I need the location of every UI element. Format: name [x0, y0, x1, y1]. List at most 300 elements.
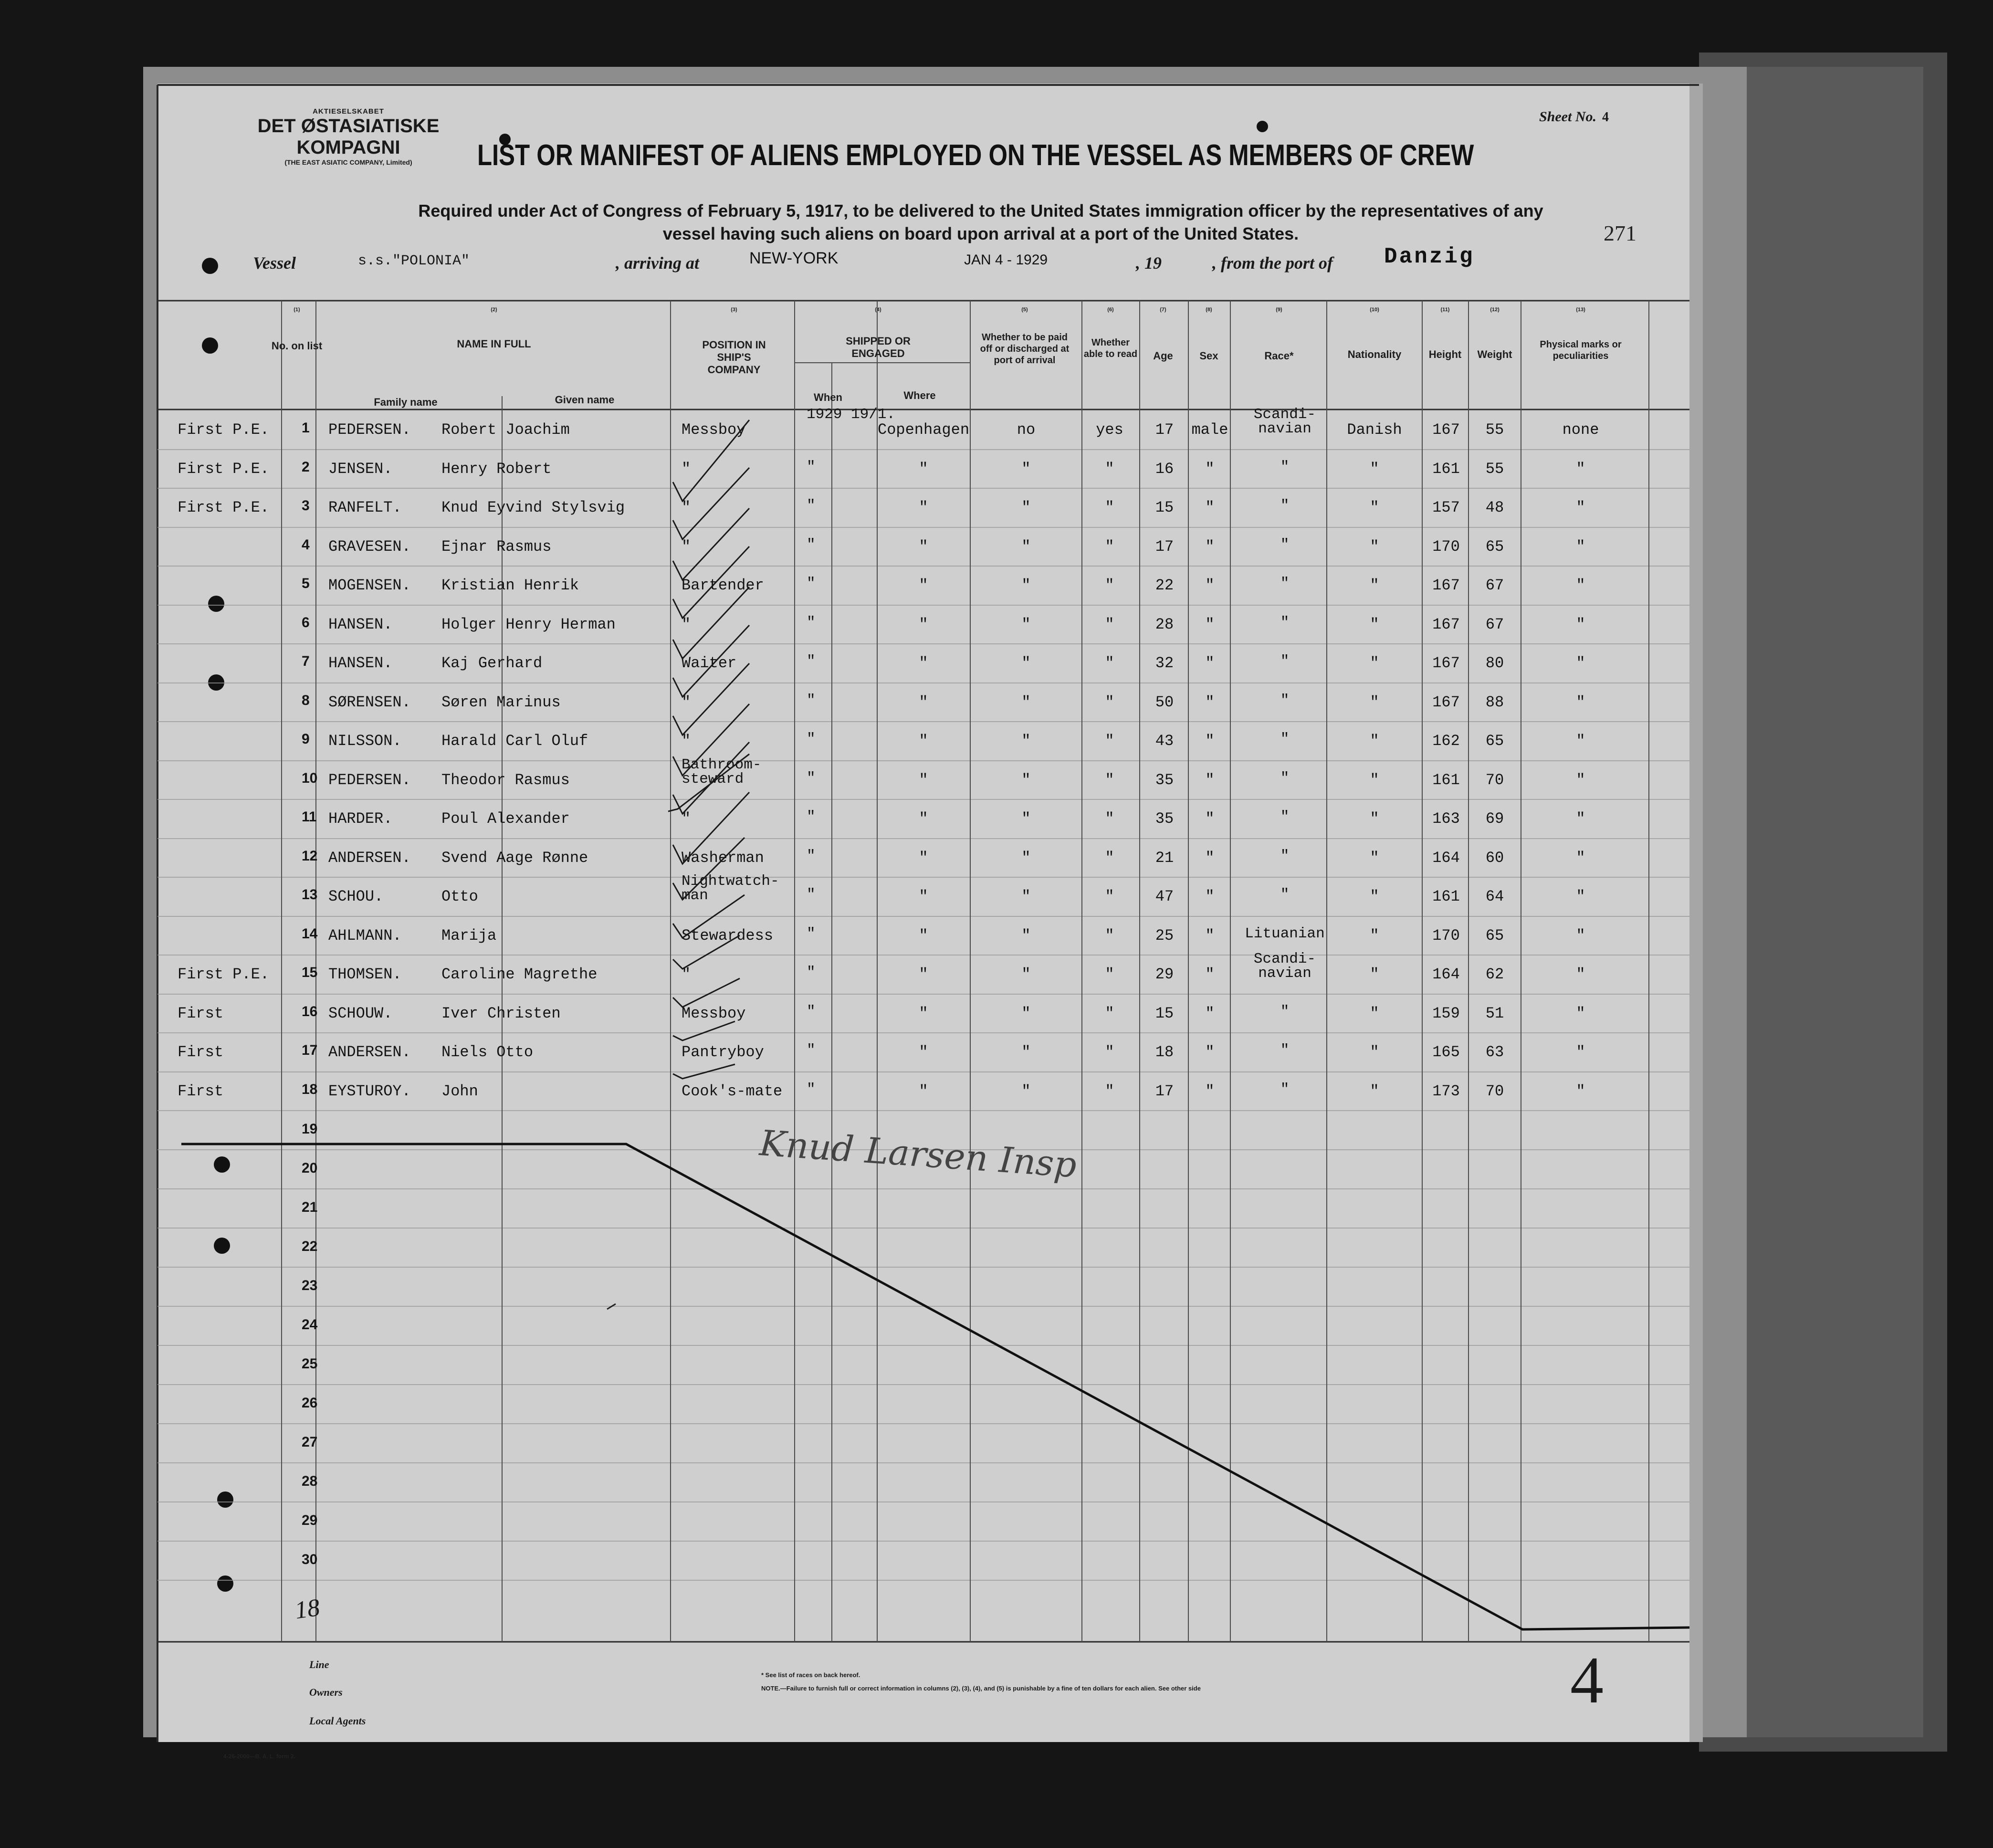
cell-read: "	[1105, 499, 1114, 516]
cell-paid: "	[1021, 1043, 1031, 1061]
cell-paid: "	[1021, 538, 1031, 556]
cell-weight: 67	[1485, 577, 1504, 594]
cell-age: 28	[1155, 616, 1174, 633]
company-name: DET ØSTASIATISKE KOMPAGNI	[257, 116, 440, 158]
crew-table: 1 First P.E. PEDERSEN. Robert Joachim Messboy 1929 19/1. Copenhagen no yes 17 male Scandi- navian Danish 167 55 none 2 First P.E. JENSEN. Henry Robert " " " " " 16 " " " 161 55 " 3 First P.E. RANFELT. Knud Eyvind Stylsvig " " " " " 15 " " " 157 48 " 4 GRAVESEN. Ejnar Rasmus " " " " " 17 " " " 170 65 " 5 MOGENSEN. Kristian Henrik Bartender " " " " 22 " " " 167 67 " 6 HANSEN. Holger Henry Herman " " " " " 28 " " " 167 67 " 7 HANSEN. Kaj Gerhard Waiter " " " " 32 " " " 167 80 " 8 SØRENSEN. Søren Marinus " " " " " 50 " " " 167 88 " 9 NILSSON. Harald Carl Oluf " " " " " 43 " " " 162 65 " 10 PEDERSEN. Theodor Rasmus Bathroom- steward " " " " 35 " " " 161 70 " 11 HARDER. Poul Alexander " " " " " 35 " " " 163 69 " 12 ANDERSEN. Svend Aage Rønne Washerman " " " " 21 " " " 164 60 " 13 SCHOU. Otto Nightwatch- man " " " " 47 " " " 161 64 " 14 AHLMANN. Marija Stewardess " " " " 25 " Lituanian " 170 65 " 15 First P.E. THOMSEN. Caroline Magrethe " " " " " 29 " Scandi- navian " 164 62 " 16 First SCHOUW. Iver Christen Messboy " " " " 15 " " " 159 51 " 17 First ANDERSEN. Niels Otto Pantryboy " " " " 18 " " " 165 63 " 18 First EYSTUROY. John Cook's-mate " " " " 17 " " " 173 70 " 19 20 21 22 23 24 25 26 27 28 29 30	[178, 406, 1599, 1567]
cell-marks: "	[1576, 849, 1585, 867]
cell-sex: "	[1205, 966, 1215, 983]
cell-paid: no	[1017, 421, 1036, 439]
cell-height: 161	[1432, 771, 1460, 789]
cell-given: Otto	[441, 888, 478, 905]
cell-height: 170	[1432, 927, 1460, 945]
cell-paid: "	[1021, 810, 1031, 828]
header-family-name: Family name	[374, 396, 438, 408]
cell-race: Scandi- navian	[1253, 951, 1316, 982]
cell-given: Ejnar Rasmus	[441, 538, 552, 556]
cell-given: Robert Joachim	[441, 421, 570, 439]
arrival-date: JAN 4 - 1929	[964, 252, 1048, 268]
cell-when: "	[807, 731, 816, 747]
cell-height: 167	[1432, 693, 1460, 711]
cell-when: "	[807, 1003, 816, 1020]
cell-marks: "	[1576, 538, 1585, 556]
cell-given: Caroline Magrethe	[441, 966, 598, 983]
cell-age: 35	[1155, 771, 1174, 789]
cell-sex: "	[1205, 654, 1215, 672]
cell-position: Messboy	[682, 1005, 746, 1022]
cell-paid: "	[1021, 460, 1031, 478]
cell-position: Stewardess	[682, 927, 774, 945]
cell-marks: "	[1576, 1043, 1585, 1061]
header-nationality: Nationality	[1347, 348, 1402, 360]
cell-position: "	[682, 616, 691, 633]
cell-sex: "	[1205, 849, 1215, 867]
header-race: Race*	[1264, 350, 1294, 362]
signature: Knud Larsen Insp	[758, 1123, 1078, 1186]
cell-height: 164	[1432, 849, 1460, 867]
cell-note: First P.E.	[178, 499, 270, 516]
cell-nationality: "	[1370, 693, 1379, 711]
cell-paid: "	[1021, 499, 1031, 516]
cell-nationality: "	[1370, 460, 1379, 478]
cell-marks: "	[1576, 499, 1585, 516]
header-physical-marks: Physical marks or peculiarities	[1540, 339, 1622, 361]
footer-line-label: Line	[309, 1659, 329, 1670]
column-number: (11)	[1440, 307, 1450, 313]
cell-weight: 69	[1485, 810, 1504, 828]
column-number: (6)	[1107, 307, 1114, 313]
cell-race: "	[1280, 1003, 1290, 1020]
cell-marks: "	[1576, 927, 1585, 945]
cell-position: "	[682, 693, 691, 711]
header-no-on-list: No. on list	[271, 340, 323, 352]
cell-nationality: "	[1370, 1082, 1379, 1100]
cell-race: "	[1280, 1081, 1290, 1098]
cell-given: Poul Alexander	[441, 810, 570, 828]
cell-height: 170	[1432, 538, 1460, 556]
cell-weight: 63	[1485, 1043, 1504, 1061]
cell-age: 17	[1155, 538, 1174, 556]
cell-paid: "	[1021, 849, 1031, 867]
cell-marks: none	[1562, 421, 1599, 439]
cell-where: "	[919, 1082, 928, 1100]
cell-when: "	[807, 692, 816, 709]
column-number: (9)	[1276, 307, 1282, 313]
cell-sex: "	[1205, 1082, 1215, 1100]
header-weight: Weight	[1477, 348, 1512, 360]
cell-sex: "	[1205, 577, 1215, 594]
cell-read: "	[1105, 771, 1114, 789]
cell-family: EYSTUROY.	[328, 1082, 411, 1100]
column-number: (8)	[1206, 307, 1212, 313]
cell-height: 165	[1432, 1043, 1460, 1061]
cell-read: "	[1105, 460, 1114, 478]
cell-nationality: "	[1370, 888, 1379, 905]
cell-where: "	[919, 693, 928, 711]
footnote-penalty: NOTE.—Failure to furnish full or correct information in columns (2), (3), (4), and (5) is punishable by a fine of ten dollars for each alien. See other side	[761, 1685, 1201, 1692]
cell-family: RANFELT.	[328, 499, 402, 516]
cell-when: "	[807, 1042, 816, 1059]
header-height: Height	[1428, 348, 1462, 360]
cell-note: First	[178, 1082, 224, 1100]
from-port: Danzig	[1384, 244, 1475, 269]
cell-weight: 55	[1485, 460, 1504, 478]
cell-paid: "	[1021, 732, 1031, 750]
cell-nationality: "	[1370, 616, 1379, 633]
cell-where: "	[919, 849, 928, 867]
footer-agents-label: Local Agents	[309, 1715, 366, 1727]
cell-height: 161	[1432, 460, 1460, 478]
arrival-port: NEW-YORK	[749, 249, 839, 267]
header-age: Age	[1153, 350, 1173, 362]
cell-height: 167	[1432, 616, 1460, 633]
cell-marks: "	[1576, 966, 1585, 983]
cell-age: 18	[1155, 1043, 1174, 1061]
cell-nationality: "	[1370, 577, 1379, 594]
cell-given: Knud Eyvind Stylsvig	[441, 499, 625, 516]
cell-family: SCHOU.	[328, 888, 384, 905]
cell-sex: male	[1191, 421, 1228, 439]
cell-position: "	[682, 499, 691, 516]
cell-nationality: "	[1370, 1005, 1379, 1022]
cell-given: Iver Christen	[441, 1005, 561, 1022]
cell-read: "	[1105, 927, 1114, 945]
cell-read: "	[1105, 732, 1114, 750]
cell-nationality: "	[1370, 927, 1379, 945]
header-where: Where	[903, 389, 936, 401]
cell-where: "	[919, 654, 928, 672]
vessel-name: s.s."POLONIA"	[358, 253, 470, 269]
cell-nationality: "	[1370, 966, 1379, 983]
cell-age: 17	[1155, 421, 1174, 439]
cell-position: "	[682, 538, 691, 556]
cell-sex: "	[1205, 1043, 1215, 1061]
cell-nationality: Danish	[1347, 421, 1402, 439]
check-marks	[668, 420, 749, 1079]
cell-age: 50	[1155, 693, 1174, 711]
cell-sex: "	[1205, 616, 1215, 633]
cell-nationality: "	[1370, 771, 1379, 789]
cell-where: "	[919, 927, 928, 945]
cell-when: "	[807, 964, 816, 981]
cell-age: 16	[1155, 460, 1174, 478]
cell-height: 167	[1432, 577, 1460, 594]
cell-position: "	[682, 810, 691, 828]
cell-height: 164	[1432, 966, 1460, 983]
cell-sex: "	[1205, 927, 1215, 945]
cell-when: "	[807, 497, 816, 514]
cell-sex: "	[1205, 538, 1215, 556]
page-title: LIST OR MANIFEST OF ALIENS EMPLOYED ON THE VESSEL AS MEMBERS OF CREW	[477, 139, 1474, 172]
cell-sex: "	[1205, 460, 1215, 478]
cell-where: "	[919, 966, 928, 983]
cell-read: "	[1105, 1082, 1114, 1100]
cell-weight: 70	[1485, 771, 1504, 789]
column-number: (3)	[731, 307, 737, 313]
cell-family: JENSEN.	[328, 460, 393, 478]
cell-where: "	[919, 888, 928, 905]
cell-weight: 62	[1485, 966, 1504, 983]
cell-position: Washerman	[682, 849, 764, 867]
cell-when: "	[807, 925, 816, 942]
cell-family: THOMSEN.	[328, 966, 402, 983]
cell-height: 162	[1432, 732, 1460, 750]
cell-given: John	[441, 1082, 478, 1100]
header-position: POSITION IN SHIP'S COMPANY	[702, 339, 766, 376]
handwritten-total: 18	[293, 1594, 322, 1625]
cell-where: "	[919, 1005, 928, 1022]
cell-read: "	[1105, 849, 1114, 867]
cell-paid: "	[1021, 1005, 1031, 1022]
cell-read: "	[1105, 693, 1114, 711]
column-number: (5)	[1021, 307, 1028, 313]
header-name-in-full: NAME IN FULL	[457, 338, 531, 350]
header-given-name: Given name	[555, 394, 615, 406]
column-number: (13)	[1576, 307, 1585, 313]
cell-age: 21	[1155, 849, 1174, 867]
cell-height: 157	[1432, 499, 1460, 516]
cell-race: Scandi- navian	[1253, 406, 1316, 437]
cell-given: Kristian Henrik	[441, 577, 579, 594]
cell-marks: "	[1576, 654, 1585, 672]
vessel-label: Vessel	[253, 253, 296, 273]
column-number: (2)	[491, 307, 497, 313]
cell-age: 47	[1155, 888, 1174, 905]
cell-sex: "	[1205, 693, 1215, 711]
cell-note: First P.E.	[178, 460, 270, 478]
cell-given: Svend Aage Rønne	[441, 849, 588, 867]
cell-weight: 65	[1485, 732, 1504, 750]
cell-height: 173	[1432, 1082, 1460, 1100]
cell-weight: 80	[1485, 654, 1504, 672]
cell-position: Cook's-mate	[682, 1082, 783, 1100]
sheet-value: 4	[1602, 110, 1609, 125]
cell-when: "	[807, 653, 816, 670]
cell-height: 167	[1432, 654, 1460, 672]
cell-family: PEDERSEN.	[328, 771, 411, 789]
cell-when: "	[807, 848, 816, 864]
stamp-number: 271	[1604, 221, 1636, 245]
cell-note: First	[178, 1005, 224, 1022]
cell-race: "	[1280, 653, 1290, 670]
cell-age: 29	[1155, 966, 1174, 983]
cell-paid: "	[1021, 693, 1031, 711]
cell-marks: "	[1576, 810, 1585, 828]
cell-position: Nightwatch- man	[682, 873, 779, 904]
cell-weight: 55	[1485, 421, 1504, 439]
cell-sex: "	[1205, 888, 1215, 905]
cell-race: "	[1280, 731, 1290, 747]
column-number: (4)	[875, 307, 881, 313]
cell-given: Marija	[441, 927, 497, 945]
cell-race: "	[1280, 536, 1290, 553]
cell-family: PEDERSEN.	[328, 421, 411, 439]
cell-weight: 70	[1485, 1082, 1504, 1100]
cell-weight: 88	[1485, 693, 1504, 711]
cell-when: "	[807, 575, 816, 592]
cell-race: "	[1280, 886, 1290, 903]
cell-family: ANDERSEN.	[328, 1043, 411, 1061]
cell-paid: "	[1021, 577, 1031, 594]
cell-family: HANSEN.	[328, 654, 393, 672]
cell-given: Henry Robert	[441, 460, 552, 478]
cell-position: "	[682, 732, 691, 750]
cell-age: 32	[1155, 654, 1174, 672]
cell-age: 35	[1155, 810, 1174, 828]
cell-marks: "	[1576, 1005, 1585, 1022]
header-able-read: Whether able to read	[1083, 337, 1138, 359]
cell-marks: "	[1576, 693, 1585, 711]
column-number: (1)	[294, 307, 300, 313]
cell-when: "	[807, 808, 816, 825]
cell-marks: "	[1576, 771, 1585, 789]
cell-sex: "	[1205, 771, 1215, 789]
cell-where: "	[919, 1043, 928, 1061]
cell-marks: "	[1576, 616, 1585, 633]
cell-family: HANSEN.	[328, 616, 393, 633]
cell-marks: "	[1576, 577, 1585, 594]
cell-given: Kaj Gerhard	[441, 654, 543, 672]
cell-where: "	[919, 810, 928, 828]
cell-age: 25	[1155, 927, 1174, 945]
cell-sex: "	[1205, 732, 1215, 750]
company-subtitle: (THE EAST ASIATIC COMPANY, Limited)	[284, 158, 412, 166]
cell-given: Søren Marinus	[441, 693, 561, 711]
cell-read: "	[1105, 888, 1114, 905]
cell-read: "	[1105, 810, 1114, 828]
cell-note: First P.E.	[178, 966, 270, 983]
cell-given: Niels Otto	[441, 1043, 534, 1061]
cell-height: 163	[1432, 810, 1460, 828]
cell-given: Holger Henry Herman	[441, 616, 616, 633]
cell-position: Bartender	[682, 577, 764, 594]
cell-given: Harald Carl Oluf	[441, 732, 588, 750]
footnote-races: * See list of races on back hereof.	[761, 1671, 860, 1679]
cell-marks: "	[1576, 888, 1585, 905]
cell-read: "	[1105, 654, 1114, 672]
cell-when: "	[807, 459, 816, 475]
cell-family: GRAVESEN.	[328, 538, 411, 556]
cell-marks: "	[1576, 1082, 1585, 1100]
cell-nationality: "	[1370, 810, 1379, 828]
cell-read: "	[1105, 616, 1114, 633]
cell-race: Lituanian	[1245, 925, 1325, 942]
arriving-label: , arriving at	[616, 253, 700, 273]
column-number: (10)	[1370, 307, 1379, 313]
cell-sex: "	[1205, 810, 1215, 828]
cell-age: 22	[1155, 577, 1174, 594]
cell-when: "	[807, 770, 816, 787]
cell-when: "	[807, 614, 816, 631]
cell-nationality: "	[1370, 849, 1379, 867]
cell-when: "	[807, 886, 816, 903]
cell-position: Waiter	[682, 654, 737, 672]
requirement-line: vessel having such aliens on board upon arrival at a port of the United States.	[662, 224, 1299, 243]
cell-race: "	[1280, 808, 1290, 825]
cell-age: 15	[1155, 499, 1174, 516]
cell-when: 1929 19/1.	[807, 406, 896, 423]
cell-sex: "	[1205, 1005, 1215, 1022]
cell-position: Messboy	[682, 421, 746, 439]
cell-paid: "	[1021, 927, 1031, 945]
cell-weight: 65	[1485, 927, 1504, 945]
cell-read: "	[1105, 1043, 1114, 1061]
cell-given: Theodor Rasmus	[441, 771, 570, 789]
header-shipped: SHIPPED OR ENGAGED	[846, 335, 911, 359]
cell-where: "	[919, 732, 928, 750]
strike-through-line	[181, 1144, 1689, 1629]
cell-read: "	[1105, 966, 1114, 983]
form-number: 4-26-2000—B. A. L. form 2.	[223, 1753, 295, 1760]
cell-note: First P.E.	[178, 421, 270, 439]
cell-height: 167	[1432, 421, 1460, 439]
cell-where: "	[919, 499, 928, 516]
cell-where: "	[919, 460, 928, 478]
cell-paid: "	[1021, 966, 1031, 983]
cell-marks: "	[1576, 460, 1585, 478]
column-number: (7)	[1160, 307, 1166, 313]
cell-race: "	[1280, 497, 1290, 514]
cell-where: "	[919, 577, 928, 594]
header-when: When	[814, 391, 842, 403]
cell-age: 17	[1155, 1082, 1174, 1100]
cell-read: "	[1105, 577, 1114, 594]
cell-height: 159	[1432, 1005, 1460, 1022]
cell-family: NILSSON.	[328, 732, 402, 750]
cell-nationality: "	[1370, 654, 1379, 672]
cell-weight: 65	[1485, 538, 1504, 556]
cell-paid: "	[1021, 888, 1031, 905]
cell-where: "	[919, 771, 928, 789]
cell-family: ANDERSEN.	[328, 849, 411, 867]
cell-position: "	[682, 966, 691, 983]
cell-nationality: "	[1370, 499, 1379, 516]
cell-family: SCHOUW.	[328, 1005, 393, 1022]
requirement-line: Required under Act of Congress of February 5, 1917, to be delivered to the United States immigration officer by the representatives of any	[418, 201, 1543, 220]
cell-family: MOGENSEN.	[328, 577, 411, 594]
cell-race: "	[1280, 848, 1290, 864]
cell-where: Copenhagen	[877, 421, 970, 439]
cell-nationality: "	[1370, 538, 1379, 556]
cell-where: "	[919, 538, 928, 556]
year-label: , 19	[1136, 253, 1162, 273]
cell-sex: "	[1205, 499, 1215, 516]
cell-paid: "	[1021, 654, 1031, 672]
cell-race: "	[1280, 459, 1290, 475]
cell-nationality: "	[1370, 732, 1379, 750]
cell-race: "	[1280, 692, 1290, 709]
cell-weight: 60	[1485, 849, 1504, 867]
cell-position: "	[682, 460, 691, 478]
cell-when: "	[807, 1081, 816, 1098]
cell-nationality: "	[1370, 1043, 1379, 1061]
cell-weight: 48	[1485, 499, 1504, 516]
column-number: (12)	[1490, 307, 1500, 313]
cell-paid: "	[1021, 616, 1031, 633]
cell-weight: 67	[1485, 616, 1504, 633]
header-paid-off: Whether to be paid off or discharged at port of arrival	[980, 332, 1070, 366]
header-sex: Sex	[1199, 350, 1218, 362]
cell-when: "	[807, 536, 816, 553]
cell-position: Pantryboy	[682, 1043, 764, 1061]
sheet-label: Sheet No.	[1539, 109, 1596, 125]
page-mark: 4	[1570, 1643, 1604, 1717]
cell-read: yes	[1096, 421, 1123, 439]
cell-weight: 64	[1485, 888, 1504, 905]
cell-position: Bathroom- steward	[682, 756, 762, 788]
cell-race: "	[1280, 1042, 1290, 1059]
cell-family: SØRENSEN.	[328, 693, 411, 711]
footer-owners-label: Owners	[309, 1686, 343, 1698]
